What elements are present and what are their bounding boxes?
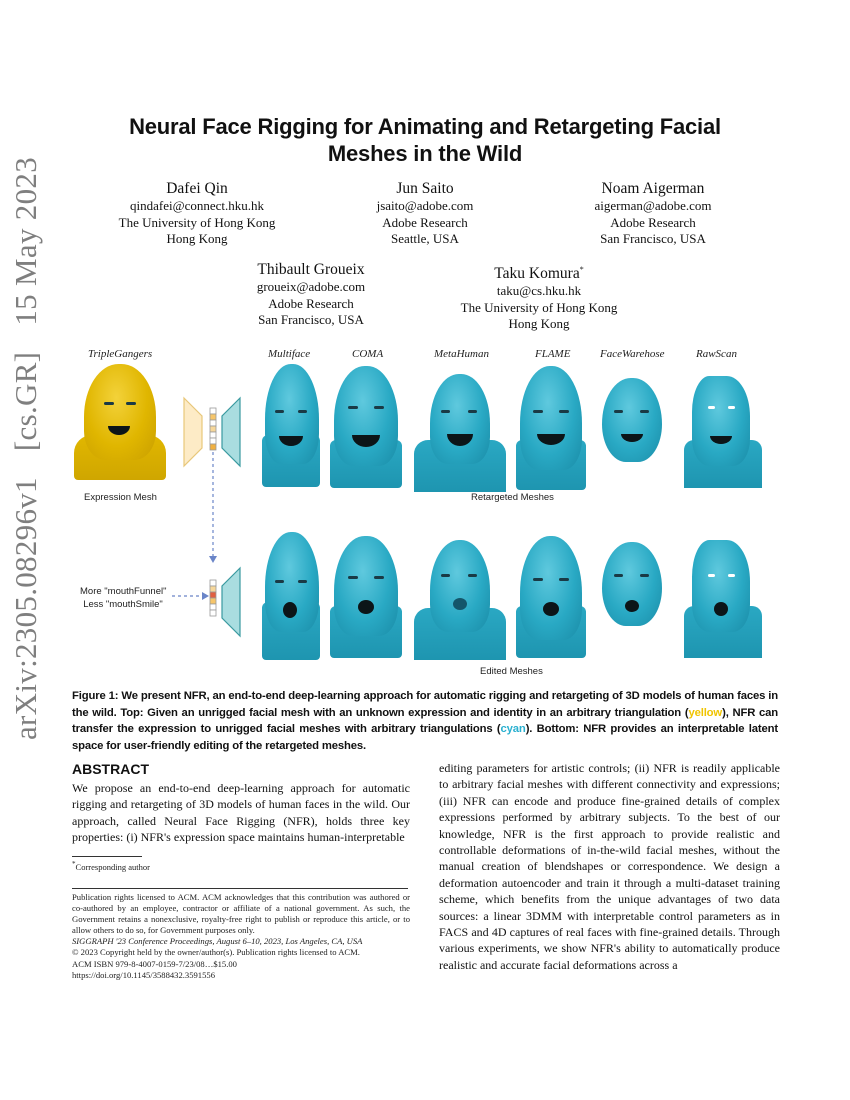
corresponding-mark: * [579,265,584,274]
decoder-icon [222,568,240,636]
author-location: Hong Kong [166,231,228,246]
abstract-heading: ABSTRACT [72,761,149,777]
label-facewarehose: FaceWarehose [600,348,665,360]
abstract-text-right: editing parameters for artistic controls; (ii) NFR is readily applicable to arbitrary facial meshes with different connectivity and expressions; (iii) NFR can encode and produce fine-grained details of complex expressions performed by arbitrary subjects. To the best of our knowledge, NFR is the first approach to provide realistic and controllable deformations of in-the-wild facial meshes, without the manual creation of blendshapes or correspondence. We design a deformation autoencoder and train it through a multi-dataset training scheme, which benefits from the unique advantages of two data sources: a linear 3DMM with interpretable control parameters as in FACS and 4D captures of real faces with fine-grained details. Through various experiments, we show NFR's ability to automatically produce realistic and accurate facial deformations across a [439,761,780,972]
footnote [72,860,150,872]
publication-info [72,892,410,981]
venue: SIGGRAPH '23 Conference Proceedings, August 6–10, 2023, Los Angeles, CA, USA [72,936,363,947]
encoder-icon [184,398,202,466]
author-location: Seattle, USA [391,231,459,246]
title-line-1: Neural Face Rigging for Animating and Retargeting Facial [129,114,721,139]
author-email[interactable]: taku@cs.hku.hk [496,283,582,299]
caption-yellow-word: yellow [688,706,723,719]
author-email[interactable]: qindafei@connect.hku.hk [130,198,264,213]
figure-caption: Figure 1: We present NFR, an end-to-end deep-learning approach for automatic rigging and retargeting of 3D models of human faces in the wild. Top: Given an unrigged facial mesh with an unknown expression and identity in an arbitrary triangulation (yellow), NFR can transfer the expression to unrigged facial meshes with arbitrary triangulations (cyan). Bottom: NFR provides an interpretable latent space for user-friendly editing of the retargeted meshes. [72,690,778,752]
title-line-2: Meshes in the Wild [327,141,523,166]
teaser-figure [72,340,782,680]
author-affiliation: Adobe Research [268,295,354,311]
label-multiface: Multiface [268,348,311,360]
footnote-text: Corresponding author [75,861,150,872]
label-flame: FLAME [535,348,571,360]
arxiv-category: [cs.GR] [8,351,43,452]
author-email[interactable]: jsaito@adobe.com [376,198,474,213]
abstract-text-left: We propose an end-to-end deep-learning approach for automatic rigging and retargeting of 3D models of human faces in the wild. Our approach, called Neural Face Rigging (NFR), holds three key properties: (i) NFR's expression space maintains human-interpretable [72,781,410,845]
author-affiliation: The University of Hong Kong [460,299,618,315]
footnote-mark: * [72,860,76,868]
author-affiliation: The University of Hong Kong [118,214,276,230]
arxiv-stamp [8,139,44,740]
copyright: © 2023 Copyright held by the owner/author(s). Publication rights licensed to ACM. [72,947,360,958]
expression-mesh-caption: Expression Mesh [84,492,157,503]
footnote-divider [72,856,142,857]
retargeted-meshes-caption: Retargeted Meshes [471,492,554,503]
author-location: Hong Kong [508,316,570,332]
paper-title [60,113,790,167]
publication-divider [72,888,408,889]
author-name: Noam Aigerman [601,180,705,197]
author-name: Dafei Qin [166,180,228,197]
decoder-icon [222,398,240,466]
author-email[interactable]: groueix@adobe.com [256,279,366,294]
edit-diagram [172,540,252,640]
latent-code-icon [210,408,216,450]
label-rawscan: RawScan [696,348,737,360]
author-block [533,179,773,248]
author-affiliation: Adobe Research [382,214,468,230]
author-block [419,260,659,333]
author-name: Jun Saito [396,180,454,197]
edited-latent-code-icon [210,580,216,616]
author-name: Taku Komura* [494,265,584,283]
caption-cyan-word: cyan [500,723,526,735]
abstract-left-column [72,760,410,846]
arxiv-date: 15 May 2023 [8,157,43,326]
author-affiliation: Adobe Research [610,214,696,230]
author-email[interactable]: aigerman@adobe.com [594,198,712,213]
isbn: ACM ISBN 979-8-4007-0159-7/23/08…$15.00 [72,958,237,969]
edit-instruction-less: Less "mouthSmile" [83,599,163,610]
author-location: San Francisco, USA [600,231,706,246]
author-name: Thibault Groueix [257,261,365,278]
author-block [305,179,545,248]
abstract-right-column [439,760,780,973]
author-block [77,179,317,248]
label-coma: COMA [352,348,384,360]
label-metahuman: MetaHuman [434,348,489,360]
arxiv-id[interactable]: arXiv:2305.08296v1 [8,477,43,740]
rights-statement: Publication rights licensed to ACM. ACM acknowledges that this contribution was authored or co-authored by an employee, contractor or affiliate of a national government. As such, the Government retains a nonexclusive, royalty-free right to publish or reproduce this article, or to allow others to do so, for Government purposes only. [72,892,410,936]
edit-instruction-more: More "mouthFunnel" [80,586,167,597]
edited-meshes-caption: Edited Meshes [480,666,543,677]
author-block [191,260,431,329]
author-location: San Francisco, USA [258,312,364,327]
label-triplegangers: TripleGangers [88,348,153,360]
doi-link[interactable]: https://doi.org/10.1145/3588432.3591556 [72,969,215,980]
